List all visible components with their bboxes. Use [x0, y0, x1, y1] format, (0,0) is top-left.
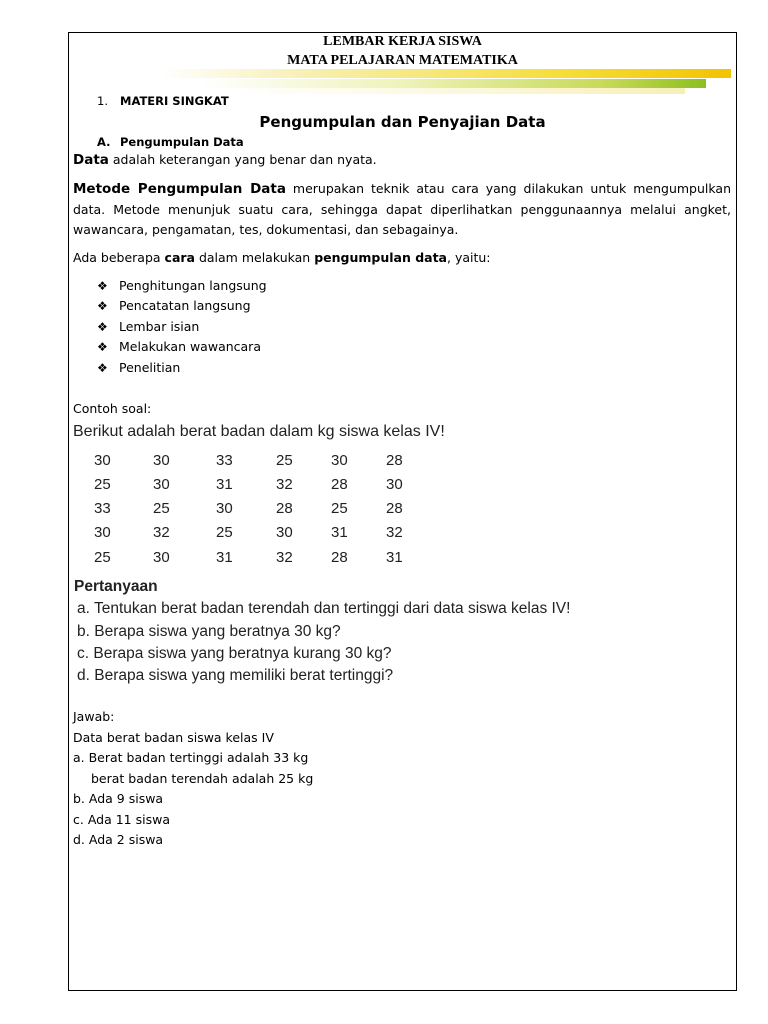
table-cell: 31: [216, 549, 233, 566]
diamond-bullet-icon: ❖: [97, 320, 108, 334]
example-label: Contoh soal:: [73, 401, 152, 416]
term-data: Data: [73, 152, 109, 168]
definition-data: [73, 150, 731, 171]
table-cell: 31: [331, 524, 348, 541]
table-cell: 28: [276, 500, 293, 517]
table-cell: 28: [331, 549, 348, 566]
table-cell: 25: [94, 549, 111, 566]
table-cell: 30: [386, 476, 403, 493]
table-cell: 30: [331, 452, 348, 469]
decorative-bar-green: [200, 79, 706, 88]
table-cell: 25: [216, 524, 233, 541]
list-item: ❖ Lembar isian: [97, 319, 200, 334]
worksheet-title: LEMBAR KERJA SISWA: [323, 34, 482, 49]
list-item: ❖ Pencatatan langsung: [97, 298, 251, 313]
subsection-title: Pengumpulan Data: [120, 135, 244, 149]
example-statement: Berikut adalah berat badan dalam kg siswa kelas IV!: [73, 423, 445, 440]
subject-title: MATA PELAJARAN MATEMATIKA: [287, 53, 518, 68]
table-cell: 33: [94, 500, 111, 517]
table-cell: 32: [276, 549, 293, 566]
subsection-letter: A.: [97, 135, 111, 149]
section-number: 1.: [97, 94, 108, 108]
table-cell: 31: [216, 476, 233, 493]
term-method: Metode Pengumpulan Data: [73, 181, 286, 197]
decorative-bar-light: [230, 88, 685, 94]
table-cell: 30: [153, 452, 170, 469]
list-item: ❖ Melakukan wawancara: [97, 339, 261, 354]
table-cell: 25: [331, 500, 348, 517]
answer-line: c. Ada 11 siswa: [73, 812, 170, 827]
table-cell: 31: [386, 549, 403, 566]
diamond-bullet-icon: ❖: [97, 279, 108, 293]
table-cell: 32: [276, 476, 293, 493]
intro-paragraph: Ada beberapa cara dalam melakukan pengumpulan data, yaitu:: [73, 250, 491, 265]
diamond-bullet-icon: ❖: [97, 361, 108, 375]
method-text: merupakan teknik atau cara yang dilakukan untuk mengumpulkan data. Metode menunjuk suatu cara, sehingga dapat diperlihatkan penggunaannya melalui angket, wawancara, pengamatan, tes, dokumentasi, dan sebagainya.: [73, 181, 731, 237]
table-cell: 25: [153, 500, 170, 517]
definition-method: [73, 179, 731, 241]
table-cell: 30: [153, 476, 170, 493]
diamond-bullet-icon: ❖: [97, 340, 108, 354]
table-cell: 30: [216, 500, 233, 517]
list-item: ❖ Penghitungan langsung: [97, 278, 267, 293]
table-cell: 32: [153, 524, 170, 541]
answer-intro: Data berat badan siswa kelas IV: [73, 730, 274, 745]
question-a: a. Tentukan berat badan terendah dan tertinggi dari data siswa kelas IV!: [77, 600, 571, 617]
section-title: MATERI SINGKAT: [120, 94, 229, 108]
answer-line: d. Ada 2 siswa: [73, 832, 164, 847]
question-d: d. Berapa siswa yang memiliki berat tertinggi?: [77, 667, 394, 684]
table-cell: 30: [94, 524, 111, 541]
table-cell: 25: [276, 452, 293, 469]
definition-text: adalah keterangan yang benar dan nyata.: [108, 152, 377, 167]
list-item: ❖ Penelitian: [97, 360, 181, 375]
question-c: c. Berapa siswa yang beratnya kurang 30 kg?: [77, 645, 392, 662]
answer-line: a. Berat badan tertinggi adalah 33 kg: [73, 750, 309, 765]
decorative-bar-yellow: [160, 69, 731, 78]
main-title: Pengumpulan dan Penyajian Data: [259, 113, 546, 131]
table-cell: 30: [153, 549, 170, 566]
table-cell: 28: [386, 500, 403, 517]
answer-line: b. Ada 9 siswa: [73, 791, 164, 806]
question-heading: Pertanyaan: [74, 578, 158, 595]
table-cell: 28: [331, 476, 348, 493]
answer-label: Jawab:: [73, 709, 115, 724]
table-cell: 33: [216, 452, 233, 469]
question-b: b. Berapa siswa yang beratnya 30 kg?: [77, 623, 341, 640]
table-cell: 30: [276, 524, 293, 541]
table-cell: 32: [386, 524, 403, 541]
table-cell: 25: [94, 476, 111, 493]
diamond-bullet-icon: ❖: [97, 299, 108, 313]
table-cell: 28: [386, 452, 403, 469]
table-cell: 30: [94, 452, 111, 469]
answer-line: berat badan terendah adalah 25 kg: [91, 771, 314, 786]
